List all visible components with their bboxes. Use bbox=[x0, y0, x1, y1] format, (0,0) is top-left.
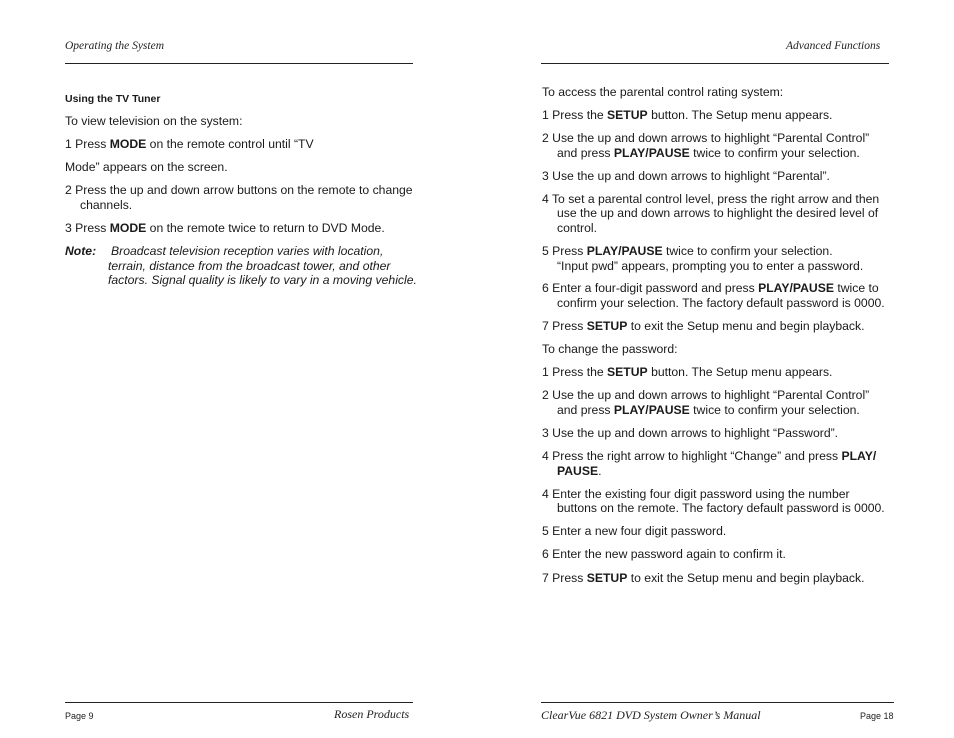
left-header: Operating the System bbox=[65, 40, 165, 52]
right-page-number: Page 18 bbox=[860, 711, 894, 721]
password-step-4-line-1: 4 Press the right arrow to highlight “Change” and press PLAY/ bbox=[542, 449, 877, 463]
right-footer-manual: ClearVue 6821 DVD System Owner’s Manual bbox=[541, 708, 761, 722]
password-step-7: 6 Enter the new password again to confirm it. bbox=[542, 547, 786, 561]
password-step-5-line-2: buttons on the remote. The factory default password is 0000. bbox=[557, 501, 885, 515]
tuner-step-3: 3 Press MODE on the remote twice to return to DVD Mode. bbox=[65, 221, 385, 235]
parental-step-5-line-2: “Input pwd” appears, prompting you to enter a password. bbox=[557, 259, 864, 273]
parental-intro: To access the parental control rating system: bbox=[542, 85, 784, 99]
right-header-rule bbox=[541, 63, 889, 64]
left-page-number: Page 9 bbox=[65, 711, 94, 721]
password-step-3: 3 Use the up and down arrows to highlight “Password”. bbox=[542, 426, 839, 440]
left-footer-rule bbox=[65, 702, 413, 703]
right-footer-rule bbox=[541, 702, 894, 703]
parental-step-4-line-3: control. bbox=[557, 221, 597, 235]
left-header-rule bbox=[65, 63, 413, 64]
parental-step-4-line-1: 4 To set a parental control level, press the right arrow and then bbox=[542, 192, 880, 206]
password-step-2-line-1: 2 Use the up and down arrows to highlight “Parental Control” bbox=[542, 388, 870, 402]
tuner-step-1: 1 Press MODE on the remote control until “TV bbox=[65, 137, 314, 151]
tuner-step-1-cont: Mode” appears on the screen. bbox=[65, 160, 228, 174]
password-step-4-line-2: PAUSE. bbox=[557, 464, 602, 478]
password-step-5-line-1: 4 Enter the existing four digit password using the number bbox=[542, 487, 850, 501]
right-header: Advanced Functions bbox=[786, 40, 881, 52]
parental-step-1: 1 Press the SETUP button. The Setup menu appears. bbox=[542, 108, 833, 122]
parental-step-6-line-2: confirm your selection. The factory default password is 0000. bbox=[557, 296, 885, 310]
tuner-step-2-line-1: 2 Press the up and down arrow buttons on the remote to change bbox=[65, 183, 413, 197]
password-step-6: 5 Enter a new four digit password. bbox=[542, 524, 727, 538]
parental-step-2-line-2: and press PLAY/PAUSE twice to confirm your selection. bbox=[557, 146, 860, 160]
note-line-2: terrain, distance from the broadcast tower, and other bbox=[108, 259, 391, 273]
parental-step-7: 7 Press SETUP to exit the Setup menu and begin playback. bbox=[542, 319, 865, 333]
tuner-step-2-line-2: channels. bbox=[80, 198, 133, 212]
parental-step-6-line-1: 6 Enter a four-digit password and press PLAY/PAUSE twice to bbox=[542, 281, 879, 295]
left-footer-brand: Rosen Products bbox=[334, 707, 410, 721]
section-title: Using the TV Tuner bbox=[65, 93, 161, 105]
password-intro: To change the password: bbox=[542, 342, 678, 356]
parental-step-2-line-1: 2 Use the up and down arrows to highlight “Parental Control” bbox=[542, 131, 870, 145]
parental-step-4-line-2: use the up and down arrows to highlight the desired level of bbox=[557, 206, 879, 220]
tuner-intro: To view television on the system: bbox=[65, 114, 243, 128]
password-step-8: 7 Press SETUP to exit the Setup menu and begin playback. bbox=[542, 571, 865, 585]
password-step-2-line-2: and press PLAY/PAUSE twice to confirm your selection. bbox=[557, 403, 860, 417]
note-label: Note: bbox=[65, 244, 97, 258]
parental-step-5-line-1: 5 Press PLAY/PAUSE twice to confirm your selection. bbox=[542, 244, 833, 258]
password-step-1: 1 Press the SETUP button. The Setup menu appears. bbox=[542, 365, 833, 379]
parental-step-3: 3 Use the up and down arrows to highlight “Parental”. bbox=[542, 169, 830, 183]
note-line-3: factors. Signal quality is likely to vary in a moving vehicle. bbox=[108, 273, 417, 287]
note-line-1: Broadcast television reception varies with location, bbox=[111, 244, 384, 258]
